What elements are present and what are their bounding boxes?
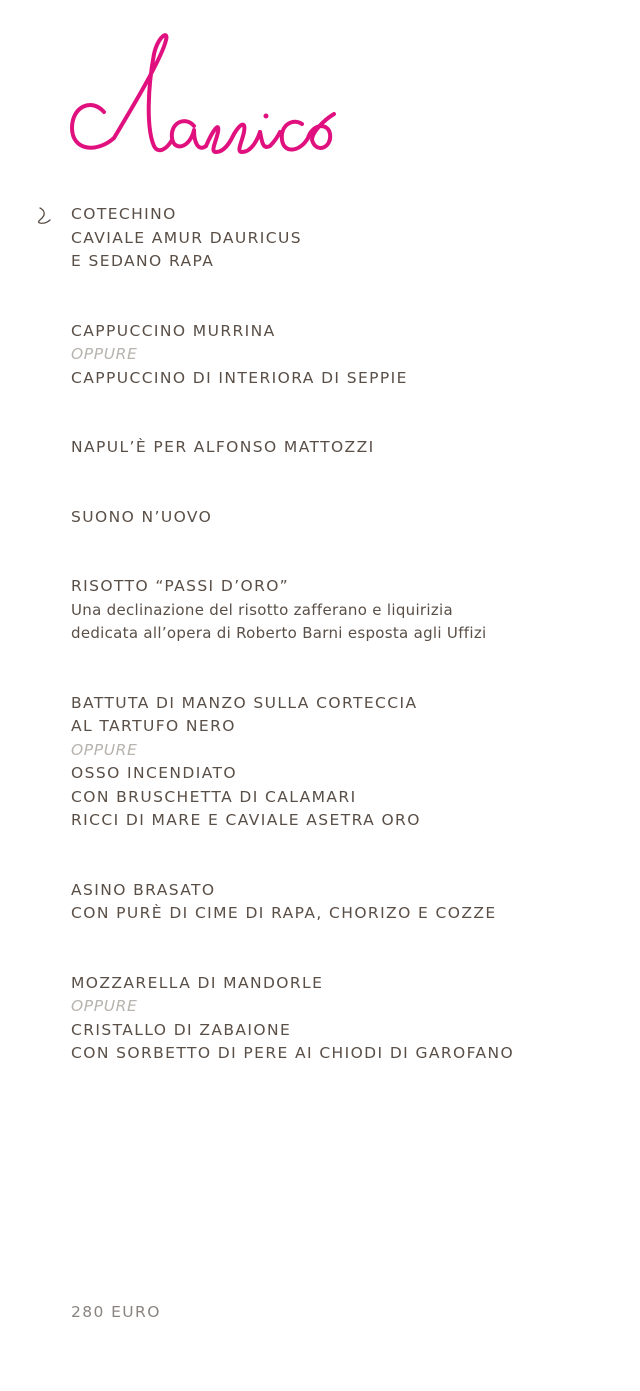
dish-line: BATTUTA DI MANZO SULLA CORTECCIA — [71, 693, 418, 712]
dish-line: CAPPUCCINO MURRINA — [71, 321, 276, 340]
course-5 — [71, 575, 611, 646]
dish-line: CON SORBETTO DI PERE AI CHIODI DI GAROFANO — [71, 1044, 515, 1062]
script-lettering-icon — [62, 28, 342, 168]
dish-line: SUONO N’UOVO — [71, 507, 213, 526]
tasting-menu — [71, 203, 611, 1112]
dish-line: CON PURÈ DI CIME DI RAPA, CHORIZO E COZZE — [71, 904, 497, 922]
alternative-label: OPPURE — [71, 997, 138, 1015]
dish-line: E SEDANO RAPA — [71, 252, 215, 270]
dish-line: OSSO INCENDIATO — [71, 764, 237, 782]
course-1 — [71, 203, 611, 274]
dish-line: CON BRUSCHETTA DI CALAMARI — [71, 787, 357, 806]
dish-description: dedicata all’opera di Roberto Barni esposta agli Uffizi — [71, 624, 487, 642]
alternative-label: OPPURE — [71, 345, 138, 363]
dish-line: RICCI DI MARE E CAVIALE ASETRA ORO — [71, 811, 421, 829]
alternative-label: OPPURE — [71, 740, 138, 759]
handwritten-mark-icon — [34, 204, 54, 226]
dish-line: COTECHINO — [71, 205, 177, 223]
menu-title-logo — [62, 28, 342, 168]
dish-line: CRISTALLO DI ZABAIONE — [71, 1020, 292, 1039]
dish-line: CAPPUCCINO DI INTERIORA DI SEPPIE — [71, 368, 408, 387]
course-7 — [71, 879, 611, 926]
menu-price: 280 EURO — [71, 1303, 161, 1321]
course-8 — [71, 972, 611, 1066]
course-6 — [71, 692, 611, 833]
dish-line: RISOTTO “PASSI D’ORO” — [71, 577, 290, 595]
course-3 — [71, 436, 611, 460]
dish-line: ASINO BRASATO — [71, 880, 216, 899]
dish-line: AL TARTUFO NERO — [71, 717, 236, 735]
dish-line: CAVIALE AMUR DAURICUS — [71, 228, 302, 247]
dot-icon — [264, 114, 269, 119]
dish-line: NAPUL’È PER ALFONSO MATTOZZI — [71, 438, 375, 456]
course-4 — [71, 506, 611, 530]
dish-description: Una declinazione del risotto zafferano e liquirizia — [71, 600, 453, 619]
course-2 — [71, 320, 611, 391]
dish-line: MOZZARELLA DI MANDORLE — [71, 973, 324, 992]
